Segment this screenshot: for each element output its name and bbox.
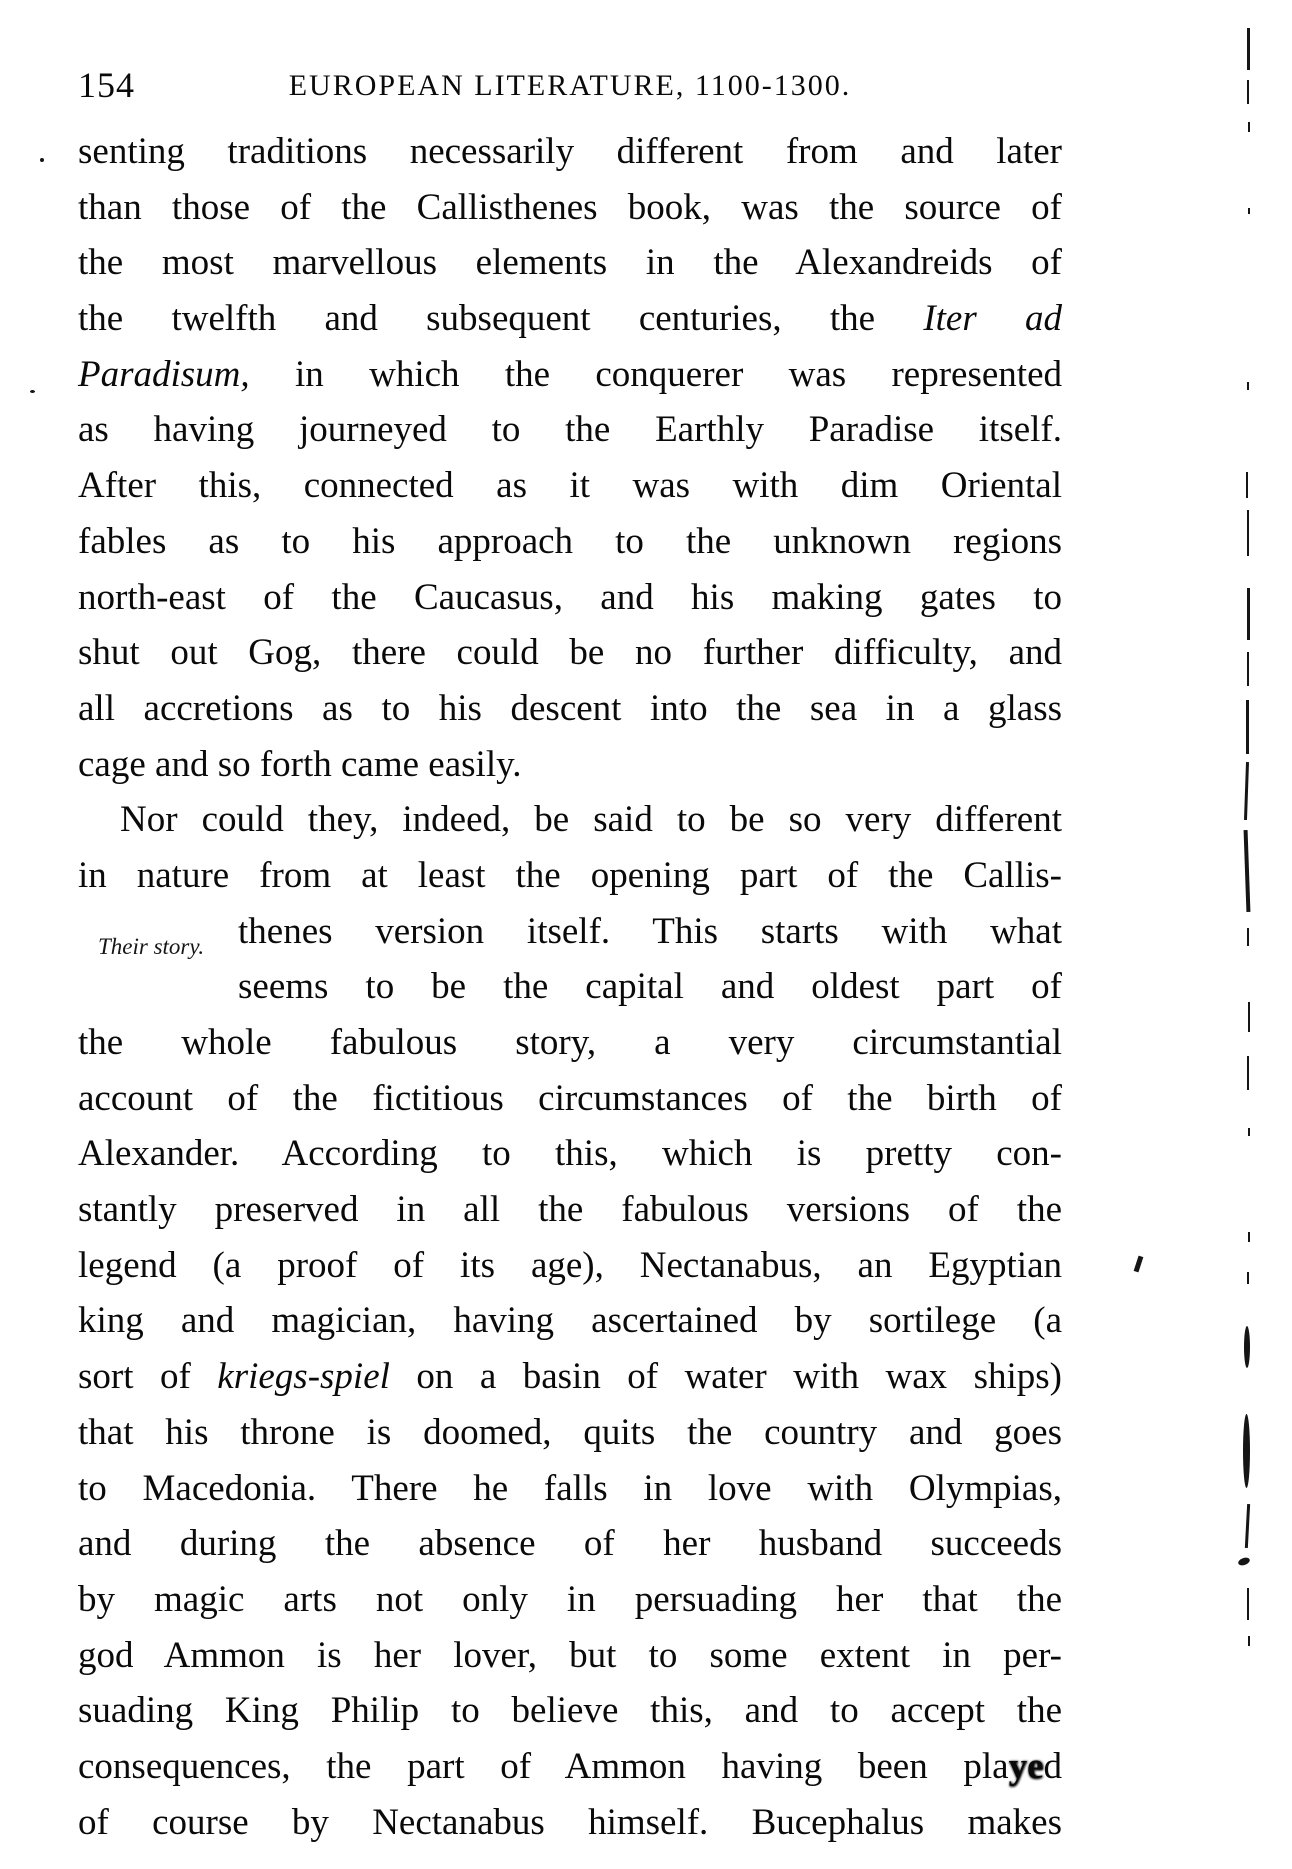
text-segment: all accretions as to his descent into the sea in a glass <box>78 687 1062 729</box>
text-segment: stantly preserved in all the fabulous versions of the <box>78 1189 1062 1231</box>
text-segment: god Ammon is her lover, but to some extent in per- <box>78 1634 1062 1676</box>
text-line <box>78 1182 1062 1238</box>
text-line <box>78 1739 1062 1795</box>
text-line <box>78 737 1062 793</box>
scan-artifact <box>1246 700 1249 754</box>
text-segment: consequences, the part of Ammon having been pla <box>78 1745 1009 1787</box>
text-line <box>78 1405 1062 1461</box>
text-segment: to Macedonia. There he falls in love with Olympias, <box>78 1467 1062 1509</box>
text-segment: on a basin of water with wax ships) <box>389 1356 1062 1398</box>
text-segment: fables as to his approach to the unknown regions <box>78 520 1062 562</box>
scan-artifact <box>1248 1232 1250 1242</box>
text-segment: the twelfth and subsequent centuries, the <box>78 298 924 340</box>
text-line <box>78 1015 1062 1071</box>
text-segment: in nature from at least the opening part of the Callis- <box>78 854 1062 896</box>
text-segment: in which the conquerer was represented <box>249 353 1062 395</box>
text-line <box>78 848 1062 904</box>
text-line <box>78 1349 1062 1405</box>
text-segment: Paradisum, <box>78 353 250 395</box>
text-segment: the most marvellous elements in the Alexandreids of <box>78 242 1062 284</box>
text-line <box>78 1071 1062 1127</box>
text-line <box>78 625 1062 681</box>
scan-artifact <box>1237 1556 1251 1567</box>
scan-artifact <box>1248 208 1250 214</box>
text-line <box>78 402 1062 458</box>
text-segment: d <box>1043 1745 1062 1787</box>
page-number: 154 <box>78 65 135 105</box>
text-segment: cage and so forth came easily. <box>78 743 522 785</box>
text-line <box>78 180 1062 236</box>
text-segment: the whole fabulous story, a very circumstantial <box>78 1022 1062 1063</box>
text-line <box>78 291 1062 347</box>
text-line <box>78 514 1062 570</box>
text-segment: thenes version itself. This starts with what <box>238 910 1062 952</box>
text-line <box>78 1683 1062 1739</box>
text-segment: as having journeyed to the Earthly Paradise itself. <box>78 409 1062 451</box>
text-segment: Nor could they, indeed, be said to be so very different <box>120 799 1062 841</box>
text-segment: king and magician, having ascertained by sortilege (a <box>78 1300 1062 1342</box>
scan-artifact <box>1247 382 1249 390</box>
text-line <box>78 1795 1062 1851</box>
scan-artifact <box>1247 928 1249 946</box>
text-segment: shut out Gog, there could be no further difficulty, and <box>78 632 1062 674</box>
text-line <box>78 1572 1062 1628</box>
scan-artifact <box>1247 588 1250 640</box>
scan-artifact <box>1247 80 1249 104</box>
scan-artifact <box>1248 1002 1250 1032</box>
text-line <box>78 458 1062 514</box>
text-segment: account of the fictitious circumstances of the birth of <box>78 1077 1062 1119</box>
text-segment: legend (a proof of its age), Nectanabus, an Egyptian <box>78 1244 1062 1286</box>
text-line <box>78 1628 1062 1684</box>
text-segment: seems to be the capital and oldest part of <box>238 966 1062 1008</box>
scan-artifact <box>40 158 44 162</box>
scan-artifact <box>1244 1326 1250 1368</box>
scan-artifact <box>30 390 35 393</box>
text-line <box>78 570 1062 626</box>
scan-artifact <box>1244 830 1251 912</box>
text-line <box>238 904 1062 960</box>
text-segment: of course by Nectanabus himself. Bucephalus makes <box>78 1801 1062 1843</box>
text-line <box>78 347 1062 403</box>
text-segment: Alexander. According to this, which is pretty con- <box>78 1133 1062 1175</box>
scan-artifact <box>1247 1272 1249 1284</box>
running-title: EUROPEAN LITERATURE, 1100-1300. <box>288 69 852 102</box>
text-block <box>78 124 1062 1850</box>
scan-artifact <box>1243 1414 1250 1488</box>
text-segment: senting traditions necessarily different from and later <box>78 131 1062 172</box>
scan-artifact <box>1244 762 1249 820</box>
scan-artifact <box>1247 652 1249 686</box>
text-line <box>78 235 1062 291</box>
text-segment: north-east of the Caucasus, and his making gates to <box>78 576 1062 618</box>
margin-sidenote: Their story. <box>98 934 205 959</box>
scan-artifact <box>1248 122 1250 132</box>
text-segment: sort of <box>78 1356 218 1398</box>
scan-artifact <box>1245 1504 1250 1548</box>
scan-artifact <box>1247 510 1249 556</box>
page-header <box>78 62 1062 106</box>
text-line <box>78 124 1062 180</box>
text-segment: and during the absence of her husband succeeds <box>78 1523 1062 1565</box>
text-line <box>78 1238 1062 1294</box>
scan-artifact <box>1248 1128 1250 1136</box>
scan-artifact <box>1247 1056 1249 1090</box>
text-line <box>78 792 1062 848</box>
text-segment: that his throne is doomed, quits the country and goes <box>78 1411 1062 1453</box>
text-segment: Iter ad <box>923 298 1062 340</box>
text-line <box>78 1126 1062 1182</box>
text-segment: by magic arts not only in persuading her that the <box>78 1578 1062 1620</box>
scan-artifact <box>1247 28 1250 70</box>
text-line <box>78 1293 1062 1349</box>
scan-artifact <box>1247 1588 1249 1620</box>
text-line <box>238 959 1062 1015</box>
text-line <box>78 681 1062 737</box>
text-segment: suading King Philip to believe this, and to accept the <box>78 1690 1062 1732</box>
text-segment: kriegs-spiel <box>217 1356 390 1398</box>
scan-artifact <box>1248 1636 1250 1646</box>
scan-artifact <box>1246 472 1248 498</box>
ink-smudged-word: ye <box>1008 1745 1044 1787</box>
text-line <box>78 1461 1062 1517</box>
scan-artifact <box>1134 1256 1144 1273</box>
text-segment: than those of the Callisthenes book, was the source of <box>78 186 1062 228</box>
text-line <box>78 1516 1062 1572</box>
text-segment: After this, connected as it was with dim Oriental <box>78 465 1062 507</box>
